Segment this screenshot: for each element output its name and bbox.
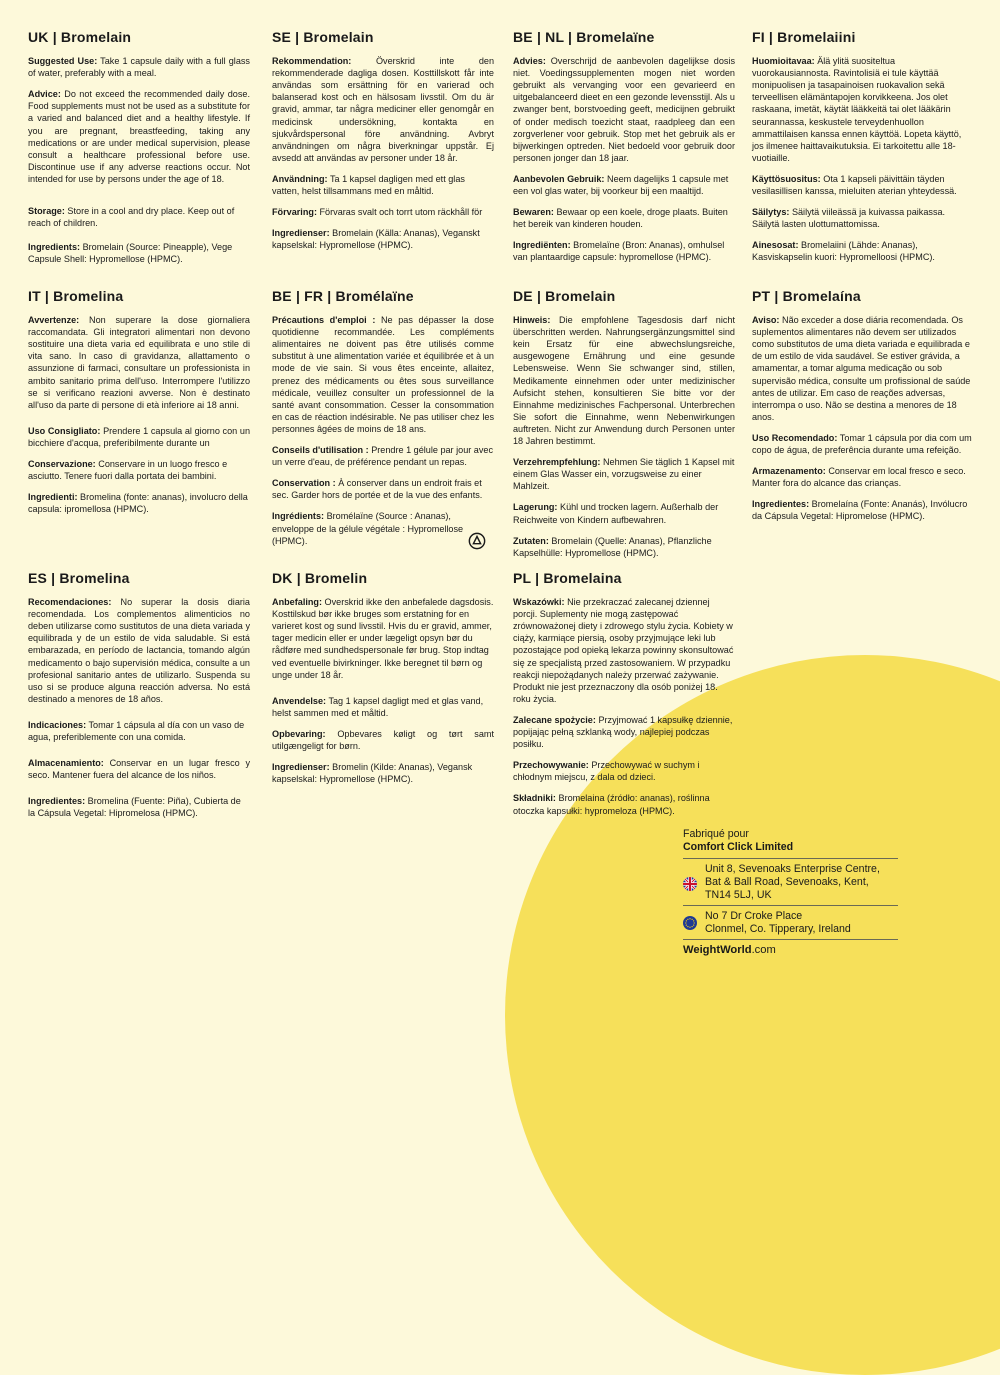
usage-paragraph: Användning: Ta 1 kapsel dagligen med ett glas vatten, helst tillsammans med en måltid. bbox=[272, 173, 465, 197]
section-es bbox=[28, 572, 250, 829]
usage-paragraph: Käyttösuositus: Ota 1 kapseli päivittäin täyden vesilasillisen kanssa, mieluiten aterian yhteydessä. bbox=[752, 173, 957, 197]
advice-paragraph: Hinweis: Die empfohlene Tagesdosis darf nicht überschritten werden. Nahrungsergänzungsmittel sind kein Ersatz für eine abwechslungsreiche, ausgewogene Ernährung und eine gesunde Lebensweise. Wenn Sie schwanger sind, stillen, Medikamente einnehmen oder unter medizinischer Aufsicht stehen, konsultieren Sie bitte vor der Einnahme medizinisches Fachpersonal. Unterbrechen Sie sofort die Einnahme, wenn Nebenwirkungen auftreten. Nicht zur Anwendung durch Personen unter 18 Jahren bestimmt. bbox=[513, 315, 735, 447]
ingredients-paragraph: Ingrédients: Bromélaïne (Source : Ananas), enveloppe de la gélule végétale : Hypromellose (HPMC). bbox=[272, 511, 464, 546]
usage-paragraph: Anvendelse: Tag 1 kapsel dagligt med et glas vand, helst sammen med et måltid. bbox=[272, 695, 484, 718]
divider bbox=[683, 939, 898, 940]
ingredients-paragraph: Ingredientes: Bromelaína (Fonte: Ananás), Invólucro da Cápsula Vegetal: Hipromelose (HPMC). bbox=[752, 499, 968, 522]
ingredients-paragraph: Składniki: Bromelaina (źródło: ananas), roślinna otoczka kapsułki: hypromeloza (HPMC). bbox=[513, 793, 710, 816]
advice-paragraph: Recomendaciones: No superar la dosis diaria recomendada. Los complementos alimenticios no deben utilizarse como sustitutos de una dieta variada y equilibrada y de un estilo de vida saludable. Si está embarazada, en período de lactancia, tomando algún medicamento o bajo supervisión médica, consulte a un profesional sanitario antes de utilizarlo. Suspenda su uso si se produce alguna reacción adversa. No está destinado a menores de 18 años. bbox=[28, 597, 250, 704]
section-fi bbox=[752, 31, 974, 273]
usage-paragraph: Uso Recomendado: Tomar 1 cápsula por dia com um copo de água, de preferência durante uma refeição. bbox=[752, 432, 972, 456]
section-title: BE | FR | Bromélaïne bbox=[272, 288, 414, 304]
ingredients-paragraph: Ingredienser: Bromelain (Källa: Ananas), Veganskt kapselskal: Hypromellose (HPMC). bbox=[272, 228, 480, 251]
divider bbox=[683, 905, 898, 906]
address-line: Unit 8, Sevenoaks Enterprise Centre, bbox=[705, 863, 880, 875]
section-title: UK | Bromelain bbox=[28, 29, 132, 45]
advice-paragraph: Avvertenze: Non superare la dose giornaliera raccomandata. Gli integratori alimentari non devono sostituire una dieta varia ed equilibrata e uno stile di vita sano. In caso di gravidanza, allattamento o assunzione di farmaci, consultare un professionista in ambito sanitario prima dell'uso. Interrompere l'utilizzo se si verificano reazioni avverse. Non è destinato all'uso da parte di persone di età inferiore ai 18 anni. bbox=[28, 315, 250, 410]
storage-paragraph: Opbevaring: Opbevares køligt og tørt samt utilgængeligt for børn. bbox=[272, 728, 495, 752]
section-title: DE | Bromelain bbox=[513, 288, 616, 304]
address-line: No 7 Dr Croke Place bbox=[705, 910, 803, 922]
ingredients-paragraph: Ingredients: Bromelain (Source: Pineapple), Vege Capsule Shell: Hypromellose (HPMC). bbox=[28, 242, 233, 265]
storage-paragraph: Conservazione: Conservare in un luogo fresco e asciutto. Tenere fuori dalla portata dei bambini. bbox=[28, 459, 228, 482]
made-for-label: Fabriqué pour bbox=[683, 828, 749, 840]
section-title: PT | Bromelaína bbox=[752, 288, 861, 304]
storage-paragraph: Almacenamiento: Conservar en un lugar fresco y seco. Mantener fuera del alcance de los niños. bbox=[28, 758, 250, 781]
uk-address bbox=[683, 863, 898, 902]
section-be-nl bbox=[513, 31, 735, 273]
usage-paragraph: Uso Consigliato: Prendere 1 capsula al giorno con un bicchiere d'acqua, preferibilmente durante un bbox=[28, 425, 250, 448]
storage-paragraph: Förvaring: Förvaras svalt och torrt utom räckhåll för bbox=[272, 207, 483, 218]
usage-paragraph: Indicaciones: Tomar 1 cápsula al día con un vaso de agua, preferiblemente con una comida. bbox=[28, 719, 245, 743]
address-line: Clonmel, Co. Tipperary, Ireland bbox=[705, 923, 851, 935]
section-pt bbox=[752, 290, 974, 532]
advice-paragraph: Wskazówki: Nie przekraczać zalecanej dziennej porcji. Suplementy nie mogą zastępować zrównoważonej diety i zdrowego stylu życia. Kobiety w ciąży, karmiące piersią, osoby przyjmujące leki lub pozostające pod opieką lekarza powinny skonsultować się ze specjalistą przed zastosowaniem. W przypadku reakcji niepożądanych należy przerwać zażywanie. Produkt nie jest przeznaczony dla osób poniżej 18. roku życia. bbox=[513, 597, 734, 704]
usage-paragraph: Verzehrempfehlung: Nehmen Sie täglich 1 Kapsel mit einem Glas Wasser ein, vorzugsweise zu einer Mahlzeit. bbox=[513, 457, 735, 492]
eu-flag-icon bbox=[683, 916, 697, 930]
uk-flag-icon bbox=[683, 877, 697, 891]
company-name: Comfort Click Limited bbox=[683, 841, 794, 853]
section-title: FI | Bromelaiini bbox=[752, 29, 856, 45]
divider bbox=[683, 858, 898, 859]
usage-paragraph: Conseils d'utilisation : Prendre 1 gélule par jour avec un verre d'eau, de préférence pendant un repas. bbox=[272, 445, 494, 468]
section-uk bbox=[28, 31, 250, 274]
ingredients-paragraph: Ingredienti: Bromelina (fonte: ananas), involucro della capsula: ipromellosa (HPMC). bbox=[28, 492, 248, 515]
storage-paragraph: Armazenamento: Conservar em local fresco e seco. Manter fora do alcance das crianças. bbox=[752, 466, 966, 489]
eu-address bbox=[683, 910, 898, 936]
section-title: IT | Bromelina bbox=[28, 288, 124, 304]
advice-paragraph: Anbefaling: Overskrid ikke den anbefalede dagsdosis. Kosttilskud bør ikke bruges som erstatning for en varieret kost og sund livsstil. Hvis du er gravid, ammer, tager medicin eller er under lægeligt opsyn bør du rådføre med sundhedspersonale før brug. Stop indtag ved eventuelle bivirkninger. Ikke beregnet til børn og unge under 18 år. bbox=[272, 597, 494, 680]
ingredients-paragraph: Ingredientes: Bromelina (Fuente: Piña), Cubierta de la Cápsula Vegetal: Hipromelosa (HPMC). bbox=[28, 796, 241, 819]
usage-paragraph: Suggested Use: Take 1 capsule daily with a full glass of water, preferably with a meal. bbox=[28, 56, 250, 79]
address-line: TN14 5LJ, UK bbox=[705, 889, 772, 901]
section-se bbox=[272, 31, 494, 260]
usage-paragraph: Aanbevolen Gebruik: Neem dagelijks 1 capsule met een vol glas water, bij voorkeur bij een maaltijd. bbox=[513, 173, 729, 197]
manufacturer-block bbox=[683, 828, 898, 957]
section-title: ES | Bromelina bbox=[28, 570, 130, 586]
ingredients-paragraph: Ingrediënten: Bromelaïne (Bron: Ananas), omhulsel van plantaardige capsule: hypromellose (HPMC). bbox=[513, 240, 725, 263]
section-title: SE | Bromelain bbox=[272, 29, 374, 45]
section-it bbox=[28, 290, 250, 524]
section-be-fr bbox=[272, 290, 494, 556]
advice-paragraph: Rekommendation: Överskrid inte den rekommenderade dagliga dosen. Kosttillskott får inte användas som ersättning för en varierad och balanserad kost och en hälsosam livsstil. Om du är gravid, ammar, tar några mediciner eller genomgår en medicinsk undersökning, kontakta en sjukvårdspersonal före användning. Avbryt användningen om några biverkningar uppstår. Ej avsedd att användas av personer under 18 år. bbox=[272, 56, 495, 163]
section-title: DK | Bromelin bbox=[272, 570, 368, 586]
section-title: BE | NL | Bromelaïne bbox=[513, 29, 655, 45]
website-link[interactable]: WeightWorld.com bbox=[683, 944, 776, 956]
storage-paragraph: Bewaren: Bewaar op een koele, droge plaats. Buiten het bereik van kinderen houden. bbox=[513, 207, 728, 230]
section-dk bbox=[272, 572, 494, 794]
storage-paragraph: Säilytys: Säilytä viileässä ja kuivassa paikassa. Säilytä lasten ulottumattomissa. bbox=[752, 207, 946, 230]
storage-paragraph: Lagerung: Kühl und trocken lagern. Außerhalb der Reichweite von Kindern aufbewahren. bbox=[513, 502, 719, 525]
advice-paragraph: Aviso: Não exceder a dose diária recomendada. Os suplementos alimentares não devem ser utilizados como substitutos de uma dieta variada e equilibrada e de um estilo de vida saudável. Se estiver grávida, a amamentar, a tomar alguma medicação ou sob supervisão médica, consulte um profissional de saúde antes de utilizar. Em caso de reações adversas, interrompa o uso. Não se destina a menores de 18 anos. bbox=[752, 315, 971, 422]
storage-paragraph: Conservation : À conserver dans un endroit frais et sec. Garder hors de portée et de la vue des enfants. bbox=[272, 478, 483, 501]
advice-paragraph: Huomioitavaa: Älä ylitä suositeltua vuorokausiannosta. Ravintolisiä ei tule käyttää monipuolisen ja tasapainoisen ruokavalion sekä terveellisen elämäntapojen korvikkeena. Jos olet raskaana, imetät, käytät lääkkeitä tai olet lääkärin seurannassa, keskustele terveydenhuollon ammattilaisen kanssa ennen käyttöä. Lopeta käyttö, jos ilmenee haittavaikutuksia. Ei tarkoitettu alle 18-vuotiaille. bbox=[752, 56, 962, 163]
ingredients-paragraph: Ingredienser: Bromelin (Kilde: Ananas), Vegansk kapselskal: Hypromellose (HPMC). bbox=[272, 762, 473, 785]
section-pl bbox=[513, 572, 735, 826]
address-line: Bat & Ball Road, Sevenoaks, Kent, bbox=[705, 876, 869, 888]
advice-paragraph: Advies: Overschrijd de aanbevolen dagelijkse dosis niet. Voedingssupplementen mogen niet worden gebruikt als vervanging voor een gevarieerd en uitgebalanceerd dieet en een gezonde levensstijl. Als u zwanger bent, borstvoeding geeft, medicijnen gebruikt of onder medisch toezicht staat, raadpleeg dan een zorgverlener voor gebruik. Stop met het gebruik als er bijwerkingen optreden. Niet bedoeld voor gebruik door personen jonger dan 18 jaar. bbox=[513, 56, 736, 163]
ingredients-paragraph: Zutaten: Bromelain (Quelle: Ananas), Pflanzliche Kapselhülle: Hypromellose (HPMC). bbox=[513, 535, 712, 558]
usage-paragraph: Zalecane spożycie: Przyjmować 1 kapsułkę dziennie, popijając pełną szklanką wody, najlepiej podczas posiłku. bbox=[513, 714, 733, 750]
advice-paragraph: Précautions d'emploi : Ne pas dépasser la dose quotidienne recommandée. Les compléments alimentaires ne doivent pas être utilisés comme substitut à une alimentation variée et équilibrée et à un mode de vie sain. Si vous êtes enceinte, allaitez, prenez des médicaments ou êtes sous surveillance médicale, veuillez consulter un professionnel de la santé avant consommation. Cesser la consommation en cas de réaction indésirable. Ne pas utiliser chez les personnes âgées de moins de 18 ans. bbox=[272, 315, 494, 434]
storage-paragraph: Przechowywanie: Przechowywać w suchym i chłodnym miejscu, z dala od dzieci. bbox=[513, 760, 700, 783]
section-de bbox=[513, 290, 735, 568]
ingredients-paragraph: Ainesosat: Bromelaiini (Lähde: Ananas), Kasviskapselin kuori: Hypromelloosi (HPMC). bbox=[752, 240, 935, 263]
section-title: PL | Bromelaina bbox=[513, 570, 622, 586]
advice-paragraph: Advice: Do not exceed the recommended daily dose. Food supplements must not be used as a substitute for a varied and balanced diet and a healthy lifestyle. If you are pregnant, breastfeeding, taking any medications or are under medical supervision, please consult a healthcare professional before use. Discontinue use if any adverse reactions occur. Not intended for use by persons under the age of 18. bbox=[28, 89, 250, 184]
storage-paragraph: Storage: Store in a cool and dry place. Keep out of reach of children. bbox=[28, 206, 235, 229]
